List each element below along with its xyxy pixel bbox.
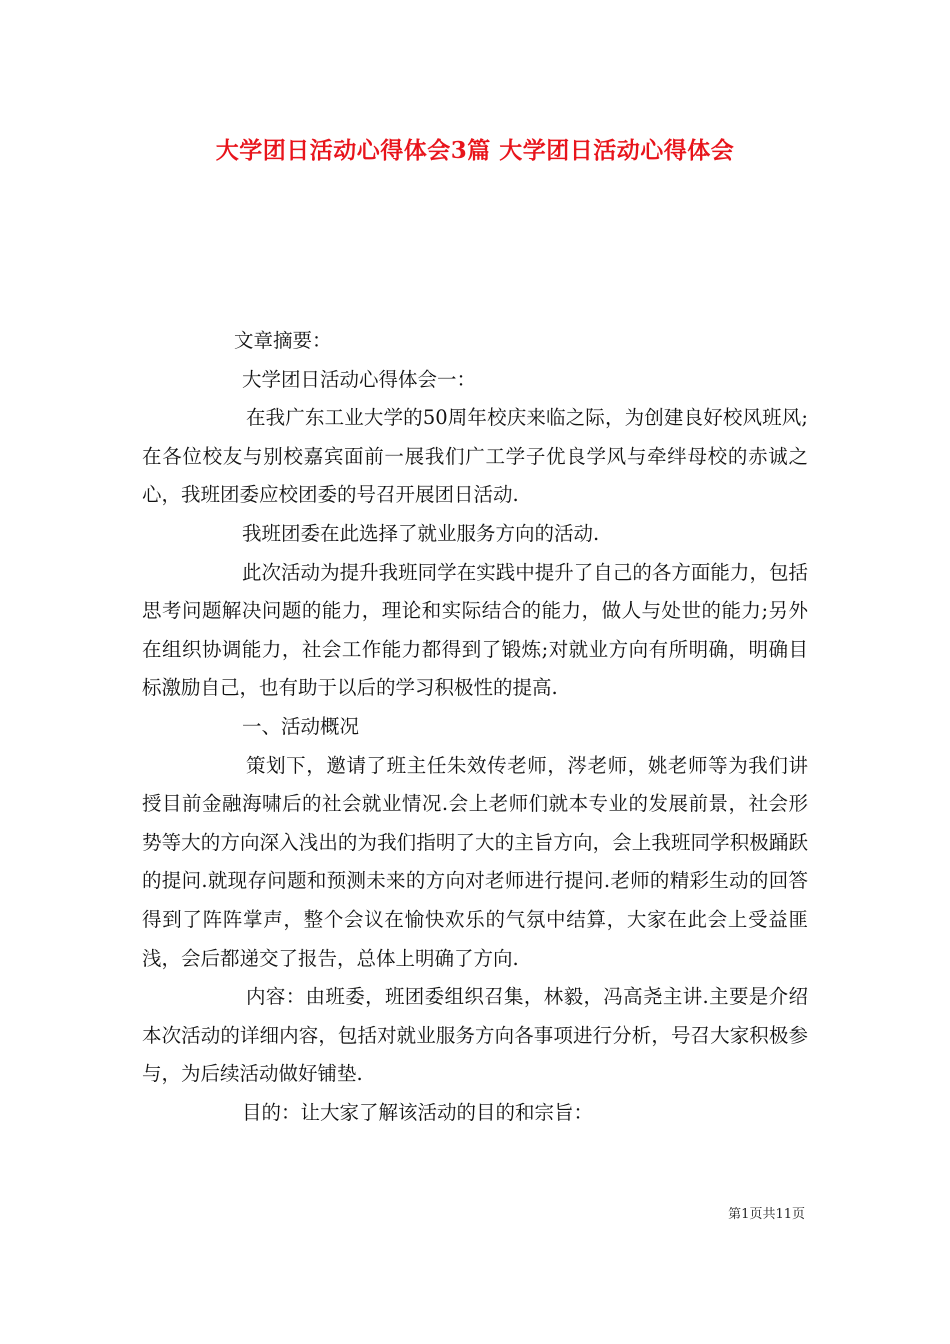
section-heading-part-one: 大学团日活动心得体会一： [242, 367, 477, 391]
paragraph-intro: 在我广东工业大学的50周年校庆来临之际，为创建良好校风班风;在各位校友与别校嘉宾面前一展我们广工学子优良学风与牵绊母校的赤诚之心，我班团委应校团委的号召开展团日活动. [142, 406, 808, 507]
document-body [142, 322, 808, 1132]
abstract-label: 文章摘要： [234, 329, 332, 352]
paragraph-content: 内容：由班委，班团委组织召集，林毅，冯高尧主讲.主要是介绍本次活动的详细内容，包括对就业服务方向各事项进行分析，号召大家积极参与，为后续活动做好铺垫. [142, 985, 808, 1086]
paragraph-activity-benefits: 此次活动为提升我班同学在实践中提升了自己的各方面能力，包括思考问题解决问题的能力，理论和实际结合的能力，做人与处世的能力;另外在组织协调能力，社会工作能力都得到了锻炼;对就业方向有所明确，明确目标激励自己，也有助于以后的学习积极性的提高. [142, 560, 808, 700]
paragraph-planning: 策划下，邀请了班主任朱效传老师，涔老师，姚老师等为我们讲授目前金融海啸后的社会就业情况.会上老师们就本专业的发展前景，社会形势等大的方向深入浅出的为我们指明了大的主旨方向，会上我班同学积极踊跃的提问.就现存问题和预测未来的方向对老师进行提问.老师的精彩生动的回答得到了阵阵掌声，整个会议在愉快欢乐的气氛中结算，大家在此会上受益匪浅，会后都递交了报告，总体上明确了方向. [142, 753, 808, 970]
document-title: 大学团日活动心得体会3篇 大学团日活动心得体会 [215, 137, 735, 164]
page-number: 第1页共11页 [728, 1207, 805, 1222]
paragraph-activity-choice: 我班团委在此选择了就业服务方向的活动. [242, 521, 600, 545]
paragraph-purpose: 目的：让大家了解该活动的目的和宗旨： [242, 1100, 594, 1124]
heading-activity-overview: 一、活动概况 [242, 714, 360, 738]
